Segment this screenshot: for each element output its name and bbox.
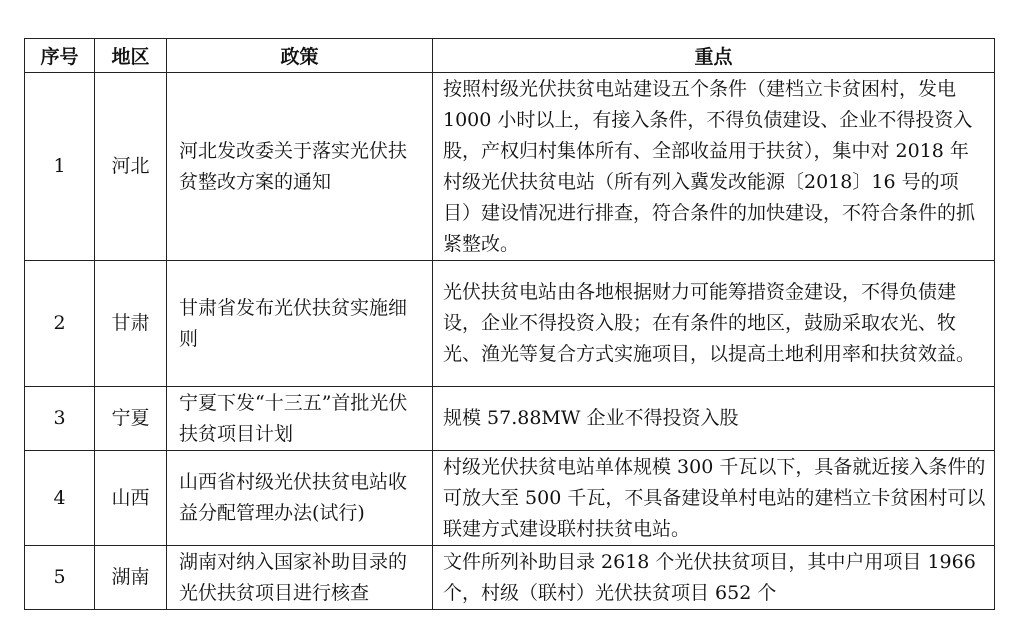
table-row [25, 261, 995, 387]
table-header-row [25, 39, 995, 73]
cell-focus: 按照村级光伏扶贫电站建设五个条件（建档立卡贫困村，发电 1000 小时以上，有接入条件，不得负债建设、企业不得投资入股，产权归村集体所有、全部收益用于扶贫），集中对 2018 年村级光伏扶贫电站（所有列入冀发改能源〔2018〕16 号的项目）建设情况进行排查，符合条件的加快建设，不符合条件的抓紧整改。 [433, 73, 995, 261]
table-row [25, 451, 995, 546]
cell-seq: 4 [25, 451, 95, 546]
cell-policy: 山西省村级光伏扶贫电站收益分配管理办法(试行) [167, 451, 433, 546]
cell-region: 山西 [95, 451, 167, 546]
policy-table [24, 38, 995, 610]
header-policy: 政策 [167, 39, 433, 73]
cell-focus: 文件所列补助目录 2618 个光伏扶贫项目，其中户用项目 1966 个，村级（联村）光伏扶贫项目 652 个 [433, 546, 995, 610]
cell-seq: 2 [25, 261, 95, 387]
table-row [25, 546, 995, 610]
header-focus: 重点 [433, 39, 995, 73]
table-row [25, 73, 995, 261]
cell-policy: 湖南对纳入国家补助目录的光伏扶贫项目进行核查 [167, 546, 433, 610]
cell-seq: 1 [25, 73, 95, 261]
cell-focus: 光伏扶贫电站由各地根据财力可能筹措资金建设，不得负债建设，企业不得投资入股；在有条件的地区，鼓励采取农光、牧光、渔光等复合方式实施项目，以提高土地利用率和扶贫效益。 [433, 261, 995, 387]
cell-region: 宁夏 [95, 387, 167, 451]
cell-focus: 规模 57.88MW 企业不得投资入股 [433, 387, 995, 451]
cell-region: 湖南 [95, 546, 167, 610]
cell-policy: 宁夏下发“十三五”首批光伏扶贫项目计划 [167, 387, 433, 451]
cell-seq: 3 [25, 387, 95, 451]
cell-focus: 村级光伏扶贫电站单体规模 300 千瓦以下，具备就近接入条件的可放大至 500 千瓦，不具备建设单村电站的建档立卡贫困村可以联建方式建设联村扶贫电站。 [433, 451, 995, 546]
cell-policy: 甘肃省发布光伏扶贫实施细则 [167, 261, 433, 387]
cell-region: 甘肃 [95, 261, 167, 387]
cell-seq: 5 [25, 546, 95, 610]
header-seq: 序号 [25, 39, 95, 73]
cell-region: 河北 [95, 73, 167, 261]
table-row [25, 387, 995, 451]
cell-policy: 河北发改委关于落实光伏扶贫整改方案的通知 [167, 73, 433, 261]
header-region: 地区 [95, 39, 167, 73]
